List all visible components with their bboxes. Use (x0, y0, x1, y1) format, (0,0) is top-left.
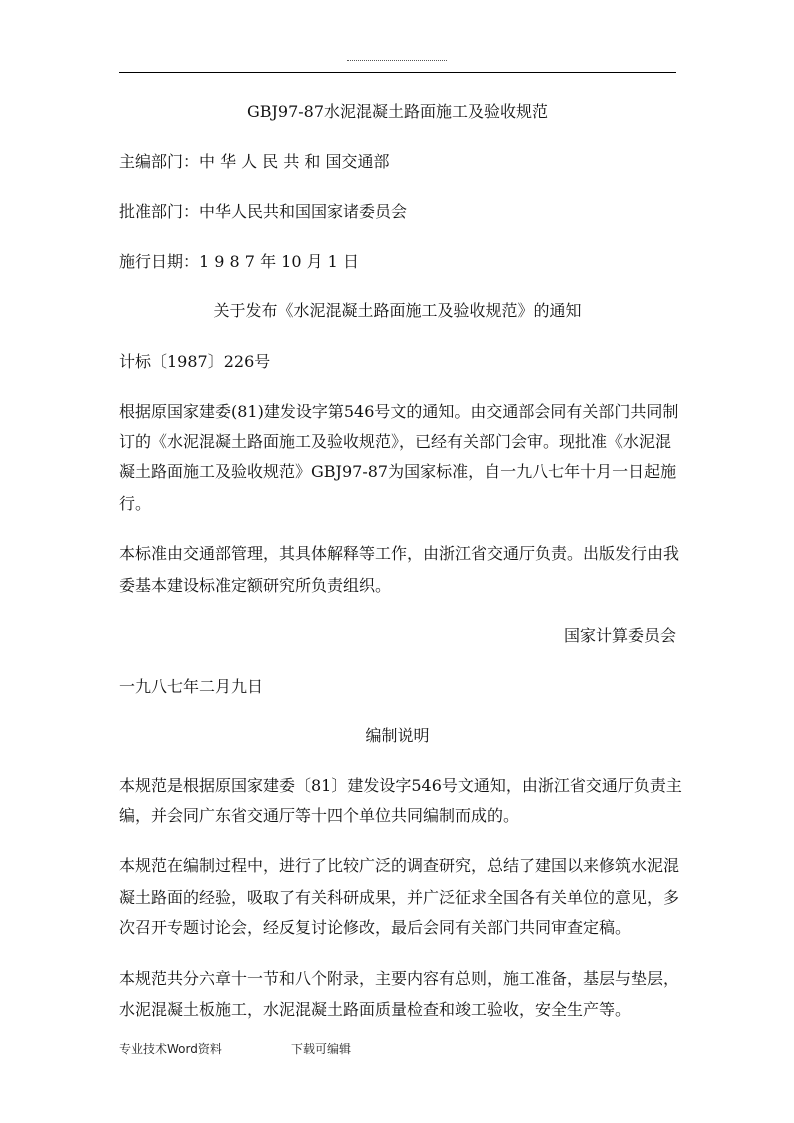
header-dotted-line (347, 60, 447, 61)
editor-line: 主编部门：中 华 人 民 共 和 国交通部 (119, 152, 390, 171)
paragraph-line: 本标准由交通部管理，其具体解释等工作，由浙江省交通厅负责。出版发行由我 (119, 544, 680, 563)
effective-date-line: 施行日期：1 9 8 7 年 10 月 1 日 (119, 252, 359, 271)
paragraph-line: 水泥混凝土板施工，水泥混凝土路面质量检查和竣工验收，安全生产等。 (119, 1000, 632, 1019)
paragraph-line: 本规范共分六章十一节和八个附录，主要内容有总则，施工准备，基层与垫层， (119, 969, 680, 988)
paragraph-line: 本规范是根据原国家建委〔81〕建发设字546号文通知，由浙江省交通厅负责主 (119, 776, 682, 795)
paragraph-line: 凝土路面的经验，吸取了有关科研成果，并广泛征求全国各有关单位的意见，多 (119, 888, 680, 907)
signatory: 国家计算委员会 (563, 626, 676, 645)
paragraph-line: 根据原国家建委(81)建发设字第546号文的通知。由交通部会同有关部门共同制 (119, 402, 679, 421)
approver-line: 批准部门：中华人民共和国国家诸委员会 (119, 202, 408, 221)
footer-left: 专业技术Word资料 (119, 1042, 222, 1056)
paragraph-line: 本规范在编制过程中，进行了比较广泛的调查研究，总结了建国以来修筑水泥混 (119, 856, 680, 875)
document-title: GBJ97-87水泥混凝土路面施工及验收规范 (246, 102, 549, 121)
paragraph-line: 行。 (119, 494, 152, 513)
paragraph-line: 编，并会同广东省交通厅等十四个单位共同编制而成的。 (119, 806, 520, 825)
paragraph-line: 订的《水泥混凝土路面施工及验收规范》，已经有关部门会审。现批准《水泥混 (119, 432, 672, 451)
header-rule (119, 72, 676, 73)
paragraph-line: 凝土路面施工及验收规范》GBJ97-87为国家标准，自一九八七年十月一日起施 (119, 462, 677, 481)
issue-date: 一九八七年二月九日 (119, 677, 264, 696)
paragraph-line: 次召开专题讨论会，经反复讨论修改，最后会同有关部门共同审查定稿。 (119, 918, 632, 937)
reference-number: 计标〔1987〕226号 (119, 352, 271, 371)
footer-right: 下载可编辑 (291, 1042, 352, 1056)
notice-title: 关于发布《水泥混凝土路面施工及验收规范》的通知 (213, 301, 582, 320)
section-title: 编制说明 (365, 726, 430, 745)
paragraph-line: 委基本建设标准定额研究所负责组织。 (119, 576, 392, 595)
